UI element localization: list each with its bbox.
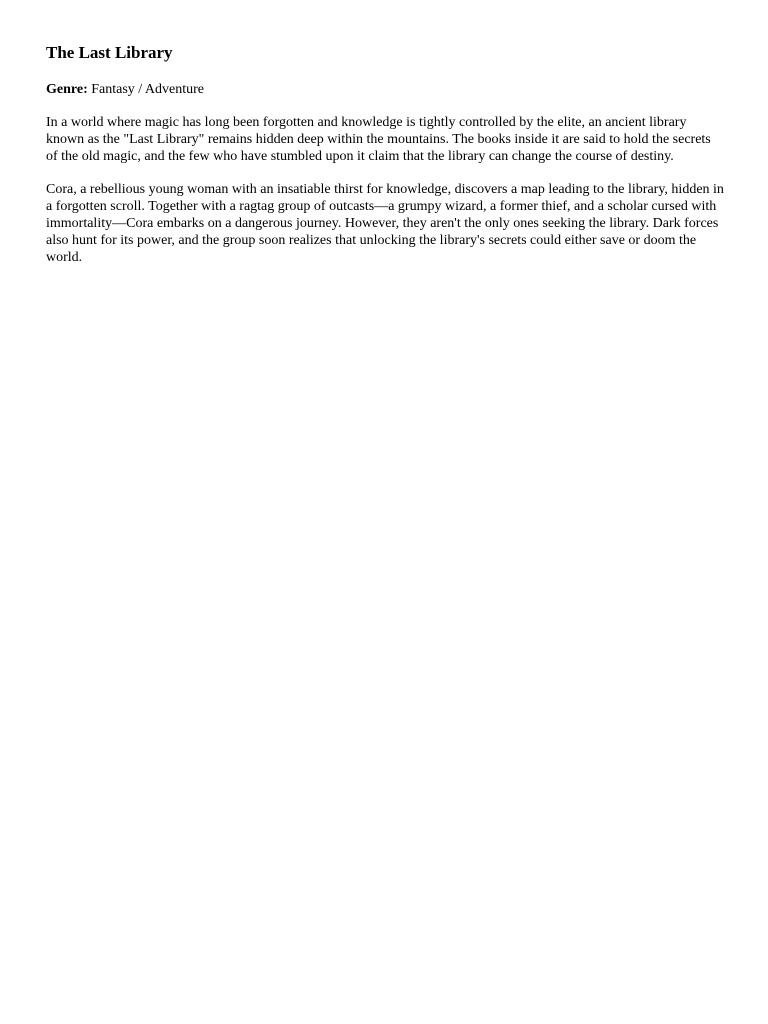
genre-label: Genre:	[46, 82, 88, 97]
document-title: The Last Library	[46, 43, 173, 62]
synopsis-paragraph-1: In a world where magic has long been forgotten and knowledge is tightly controlled by the elite, an ancient library known as the "Last Library" remains hidden deep within the mountains. The books inside it are said to hold the secrets of the old magic, and the few who have stumbled upon it claim that the library can change the course of destiny.	[46, 115, 711, 164]
genre-value: Fantasy / Adventure	[91, 82, 204, 97]
synopsis-paragraph-2: Cora, a rebellious young woman with an insatiable thirst for knowledge, discovers a map leading to the library, hidden in a forgotten scroll. Together with a ragtag group of outcasts—a grumpy wizard, a former thief, and a scholar cursed with immortality—Cora embarks on a dangerous journey. However, they aren't the only ones seeking the library. Dark forces also hunt for its power, and the group soon realizes that unlocking the library's secrets could either save or doom the world.	[46, 182, 724, 265]
genre-line	[46, 81, 722, 98]
